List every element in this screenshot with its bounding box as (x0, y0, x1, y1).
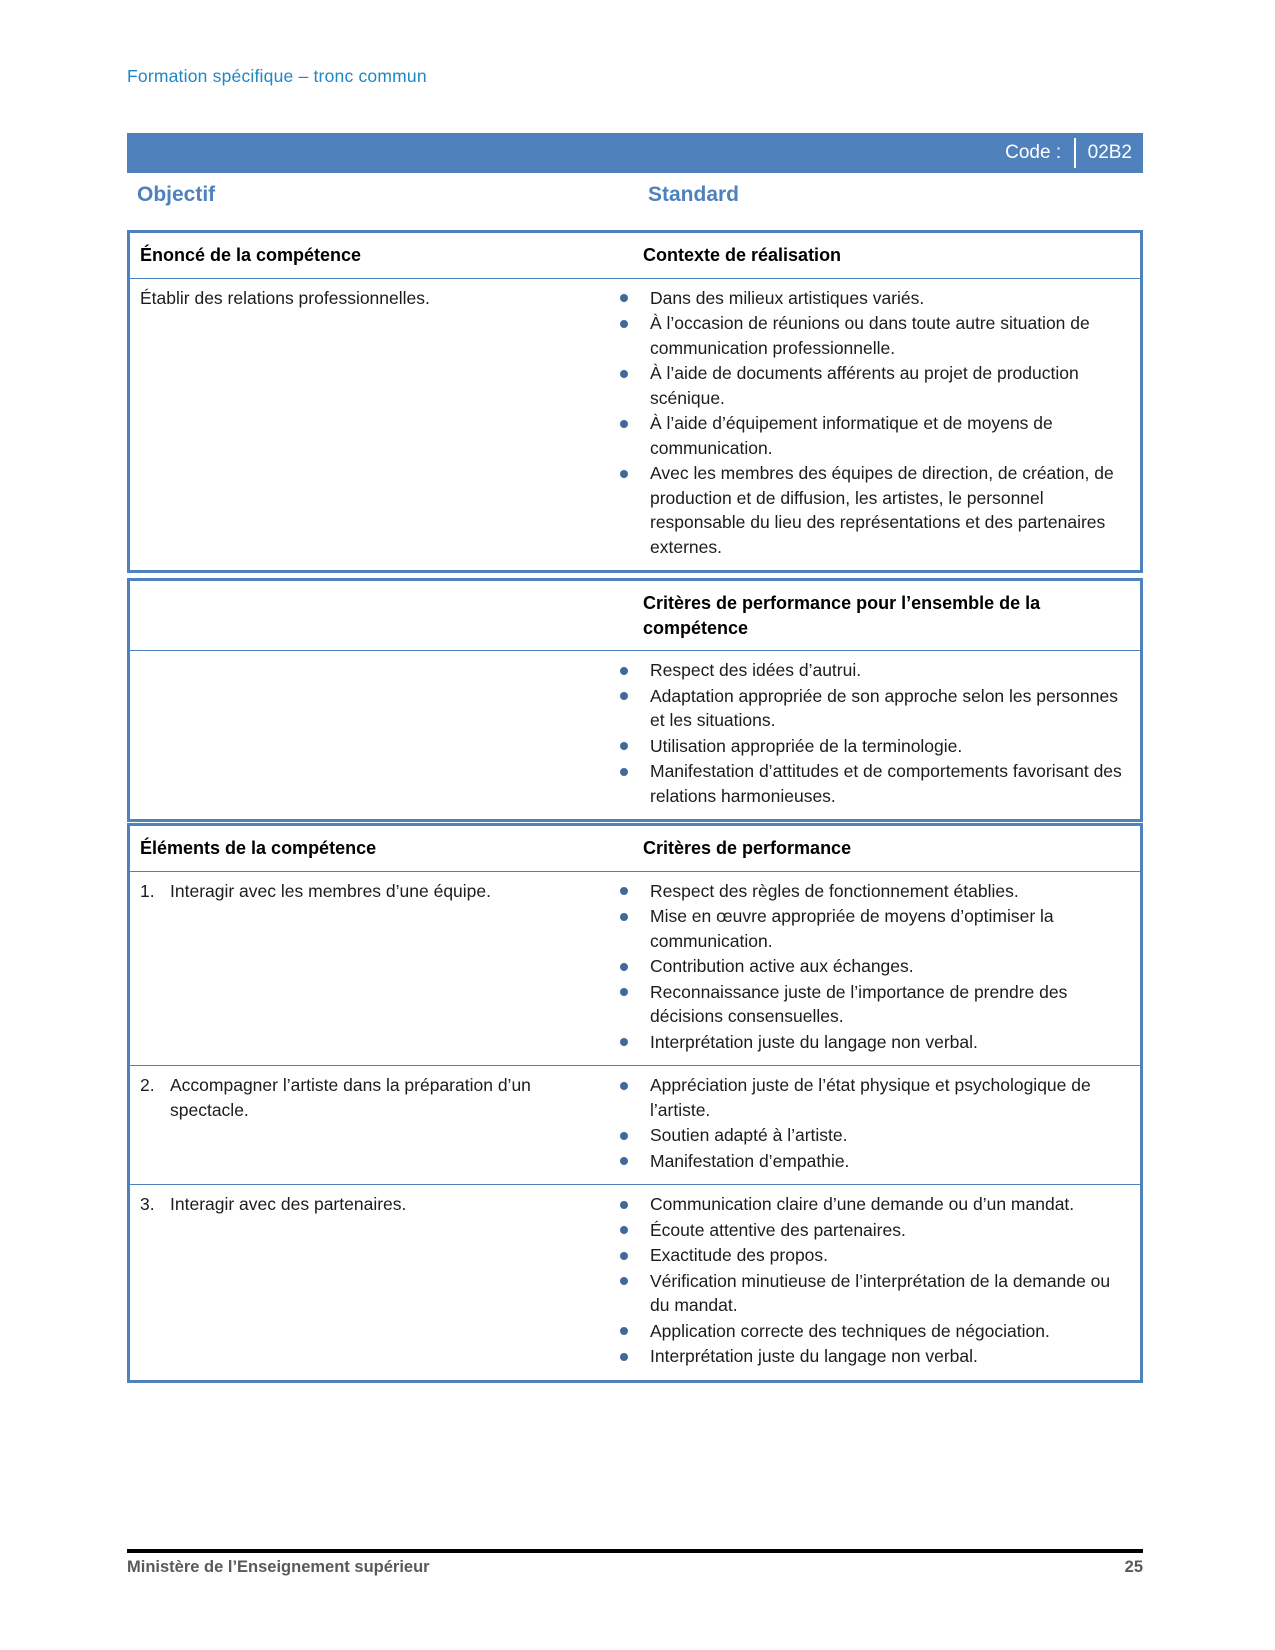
element-number: 3. (140, 1194, 155, 1214)
bullet-text: Communication claire d’une demande ou d’un mandat. (650, 1194, 1075, 1214)
bullet-item (612, 1319, 1134, 1344)
bullet-text: Écoute attentive des partenaires. (650, 1219, 906, 1240)
bullet-item (612, 1073, 1134, 1122)
bullet-item (612, 734, 1134, 759)
context-bullet-list (612, 286, 1134, 560)
table1-right-header: Contexte de réalisation (643, 245, 842, 265)
bullet-icon (620, 1353, 628, 1361)
elements-criteres-table (127, 823, 1143, 1383)
bullet-icon (620, 963, 628, 971)
footer (127, 1558, 1143, 1577)
bullet-item (612, 1269, 1134, 1318)
bullet-text: Soutien adapté à l’artiste. (650, 1125, 848, 1145)
bullet-icon (620, 1157, 628, 1165)
bullet-text: Exactitude des propos. (650, 1245, 829, 1265)
table2-right-header: Critères de performance pour l’ensemble de la compétence (643, 593, 1041, 638)
bullet-item (612, 684, 1134, 733)
bullet-item (612, 954, 1134, 979)
bullet-text: Application correcte des techniques de négociation. (650, 1320, 1050, 1341)
bullet-text: Mise en œuvre appropriée de moyens d’optimiser la communication. (650, 906, 1054, 951)
bullet-text: À l’occasion de réunions ou dans toute autre situation de communication professionnelle. (650, 313, 1090, 358)
bullet-icon (620, 667, 628, 675)
bullet-icon (620, 1277, 628, 1285)
bullet-item (612, 1218, 1134, 1243)
table2-left-header-empty (130, 581, 612, 650)
element-item-1 (140, 879, 598, 904)
bullet-icon (620, 294, 628, 302)
criteria-list-2 (612, 1073, 1134, 1173)
bullet-icon (620, 988, 628, 996)
element-number: 2. (140, 1075, 155, 1095)
criteria-list-1 (612, 879, 1134, 1055)
bullet-text: Respect des règles de fonctionnement établies. (650, 880, 1019, 901)
bullet-icon (620, 1327, 628, 1335)
table3-right-header: Critères de performance (643, 838, 852, 858)
table-row-1 (130, 872, 1140, 1067)
bullet-item (612, 1149, 1134, 1174)
bullet-item (612, 361, 1134, 410)
bullet-item (612, 311, 1134, 360)
competence-statement: Établir des relations professionnelles. (140, 287, 430, 308)
element-item-3 (140, 1192, 598, 1217)
section-label: Formation spécifique – tronc commun (127, 66, 427, 86)
bullet-text: Avec les membres des équipes de direction, de création, de production et de diffusion, les artistes, le personnel responsable du lieu des représentations et des partenaires externes. (650, 463, 1114, 557)
bullet-icon (620, 1132, 628, 1140)
bullet-icon (620, 320, 628, 328)
banner-separator (1074, 138, 1076, 168)
table1-body-row (130, 279, 1140, 571)
bullet-icon (620, 1038, 628, 1046)
objectif-title: Objectif (137, 183, 216, 206)
bullet-text: Appréciation juste de l’état physique et psychologique de l’artiste. (650, 1075, 1091, 1120)
table3-header-row (130, 826, 1140, 872)
bullet-text: Manifestation d’attitudes et de comportements favorisant des relations harmonieuses. (650, 761, 1122, 806)
bullet-item (612, 1192, 1134, 1217)
bullet-text: À l’aide de documents afférents au projet de production scénique. (650, 363, 1079, 408)
bullet-text: Utilisation appropriée de la terminologie. (650, 735, 963, 756)
table3-left-header: Éléments de la compétence (140, 838, 377, 858)
bullet-item (612, 461, 1134, 559)
bullet-item (612, 658, 1134, 683)
standard-title: Standard (648, 183, 740, 206)
bullet-icon (620, 1226, 628, 1234)
bullet-text: Contribution active aux échanges. (650, 956, 914, 976)
bullet-icon (620, 742, 628, 750)
bullet-text: Adaptation appropriée de son approche selon les personnes et les situations. (650, 685, 1118, 730)
bullet-item (612, 759, 1134, 808)
table-row-2 (130, 1066, 1140, 1185)
criteres-ensemble-table (127, 578, 1143, 822)
bullet-item (612, 1123, 1134, 1148)
bullet-text: Dans des milieux artistiques variés. (650, 287, 925, 308)
bullet-text: Interprétation juste du langage non verbal. (650, 1346, 978, 1366)
element-number: 1. (140, 880, 155, 901)
criteria-list-3 (612, 1192, 1134, 1369)
code-banner (127, 133, 1143, 173)
bullet-icon (620, 1201, 628, 1209)
bullet-item (612, 1030, 1134, 1055)
bullet-item (612, 286, 1134, 311)
code-value: 02B2 (1087, 142, 1132, 163)
table1-left-header: Énoncé de la compétence (140, 245, 362, 265)
bullet-item (612, 411, 1134, 460)
element-text: Interagir avec les membres d’une équipe. (170, 880, 492, 901)
table2-body-row (130, 651, 1140, 819)
bullet-item (612, 980, 1134, 1029)
enonce-contexte-table (127, 230, 1143, 573)
bullet-text: Reconnaissance juste de l’importance de prendre des décisions consensuelles. (650, 981, 1068, 1026)
code-label: Code : (1005, 142, 1062, 163)
bullet-icon (620, 887, 628, 895)
bullet-text: Vérification minutieuse de l’interprétation de la demande ou du mandat. (650, 1270, 1111, 1315)
bullet-icon (620, 470, 628, 478)
ensemble-criteria-list (612, 658, 1134, 808)
table2-left-body-empty (130, 651, 612, 819)
bullet-text: Respect des idées d’autrui. (650, 660, 862, 680)
bullet-item (612, 1344, 1134, 1369)
bullet-item (612, 904, 1134, 953)
table-row-3 (130, 1185, 1140, 1380)
table2-header-row (130, 581, 1140, 651)
table1-header-row (130, 233, 1140, 279)
footer-rule (127, 1549, 1143, 1553)
bullet-icon (620, 370, 628, 378)
bullet-icon (620, 692, 628, 700)
column-titles (127, 183, 1143, 215)
element-text: Accompagner l’artiste dans la préparation d’un spectacle. (170, 1075, 531, 1120)
footer-ministry: Ministère de l’Enseignement supérieur (127, 1558, 430, 1576)
bullet-text: Manifestation d’empathie. (650, 1150, 850, 1171)
bullet-icon (620, 768, 628, 776)
bullet-icon (620, 913, 628, 921)
element-item-2 (140, 1073, 598, 1122)
bullet-icon (620, 1252, 628, 1260)
bullet-icon (620, 1082, 628, 1090)
footer-page-number: 25 (1124, 1558, 1143, 1576)
bullet-text: Interprétation juste du langage non verbal. (650, 1031, 978, 1052)
bullet-item (612, 1243, 1134, 1268)
element-text: Interagir avec des partenaires. (170, 1194, 407, 1214)
bullet-icon (620, 420, 628, 428)
bullet-item (612, 879, 1134, 904)
bullet-text: À l’aide d’équipement informatique et de moyens de communication. (650, 413, 1053, 458)
